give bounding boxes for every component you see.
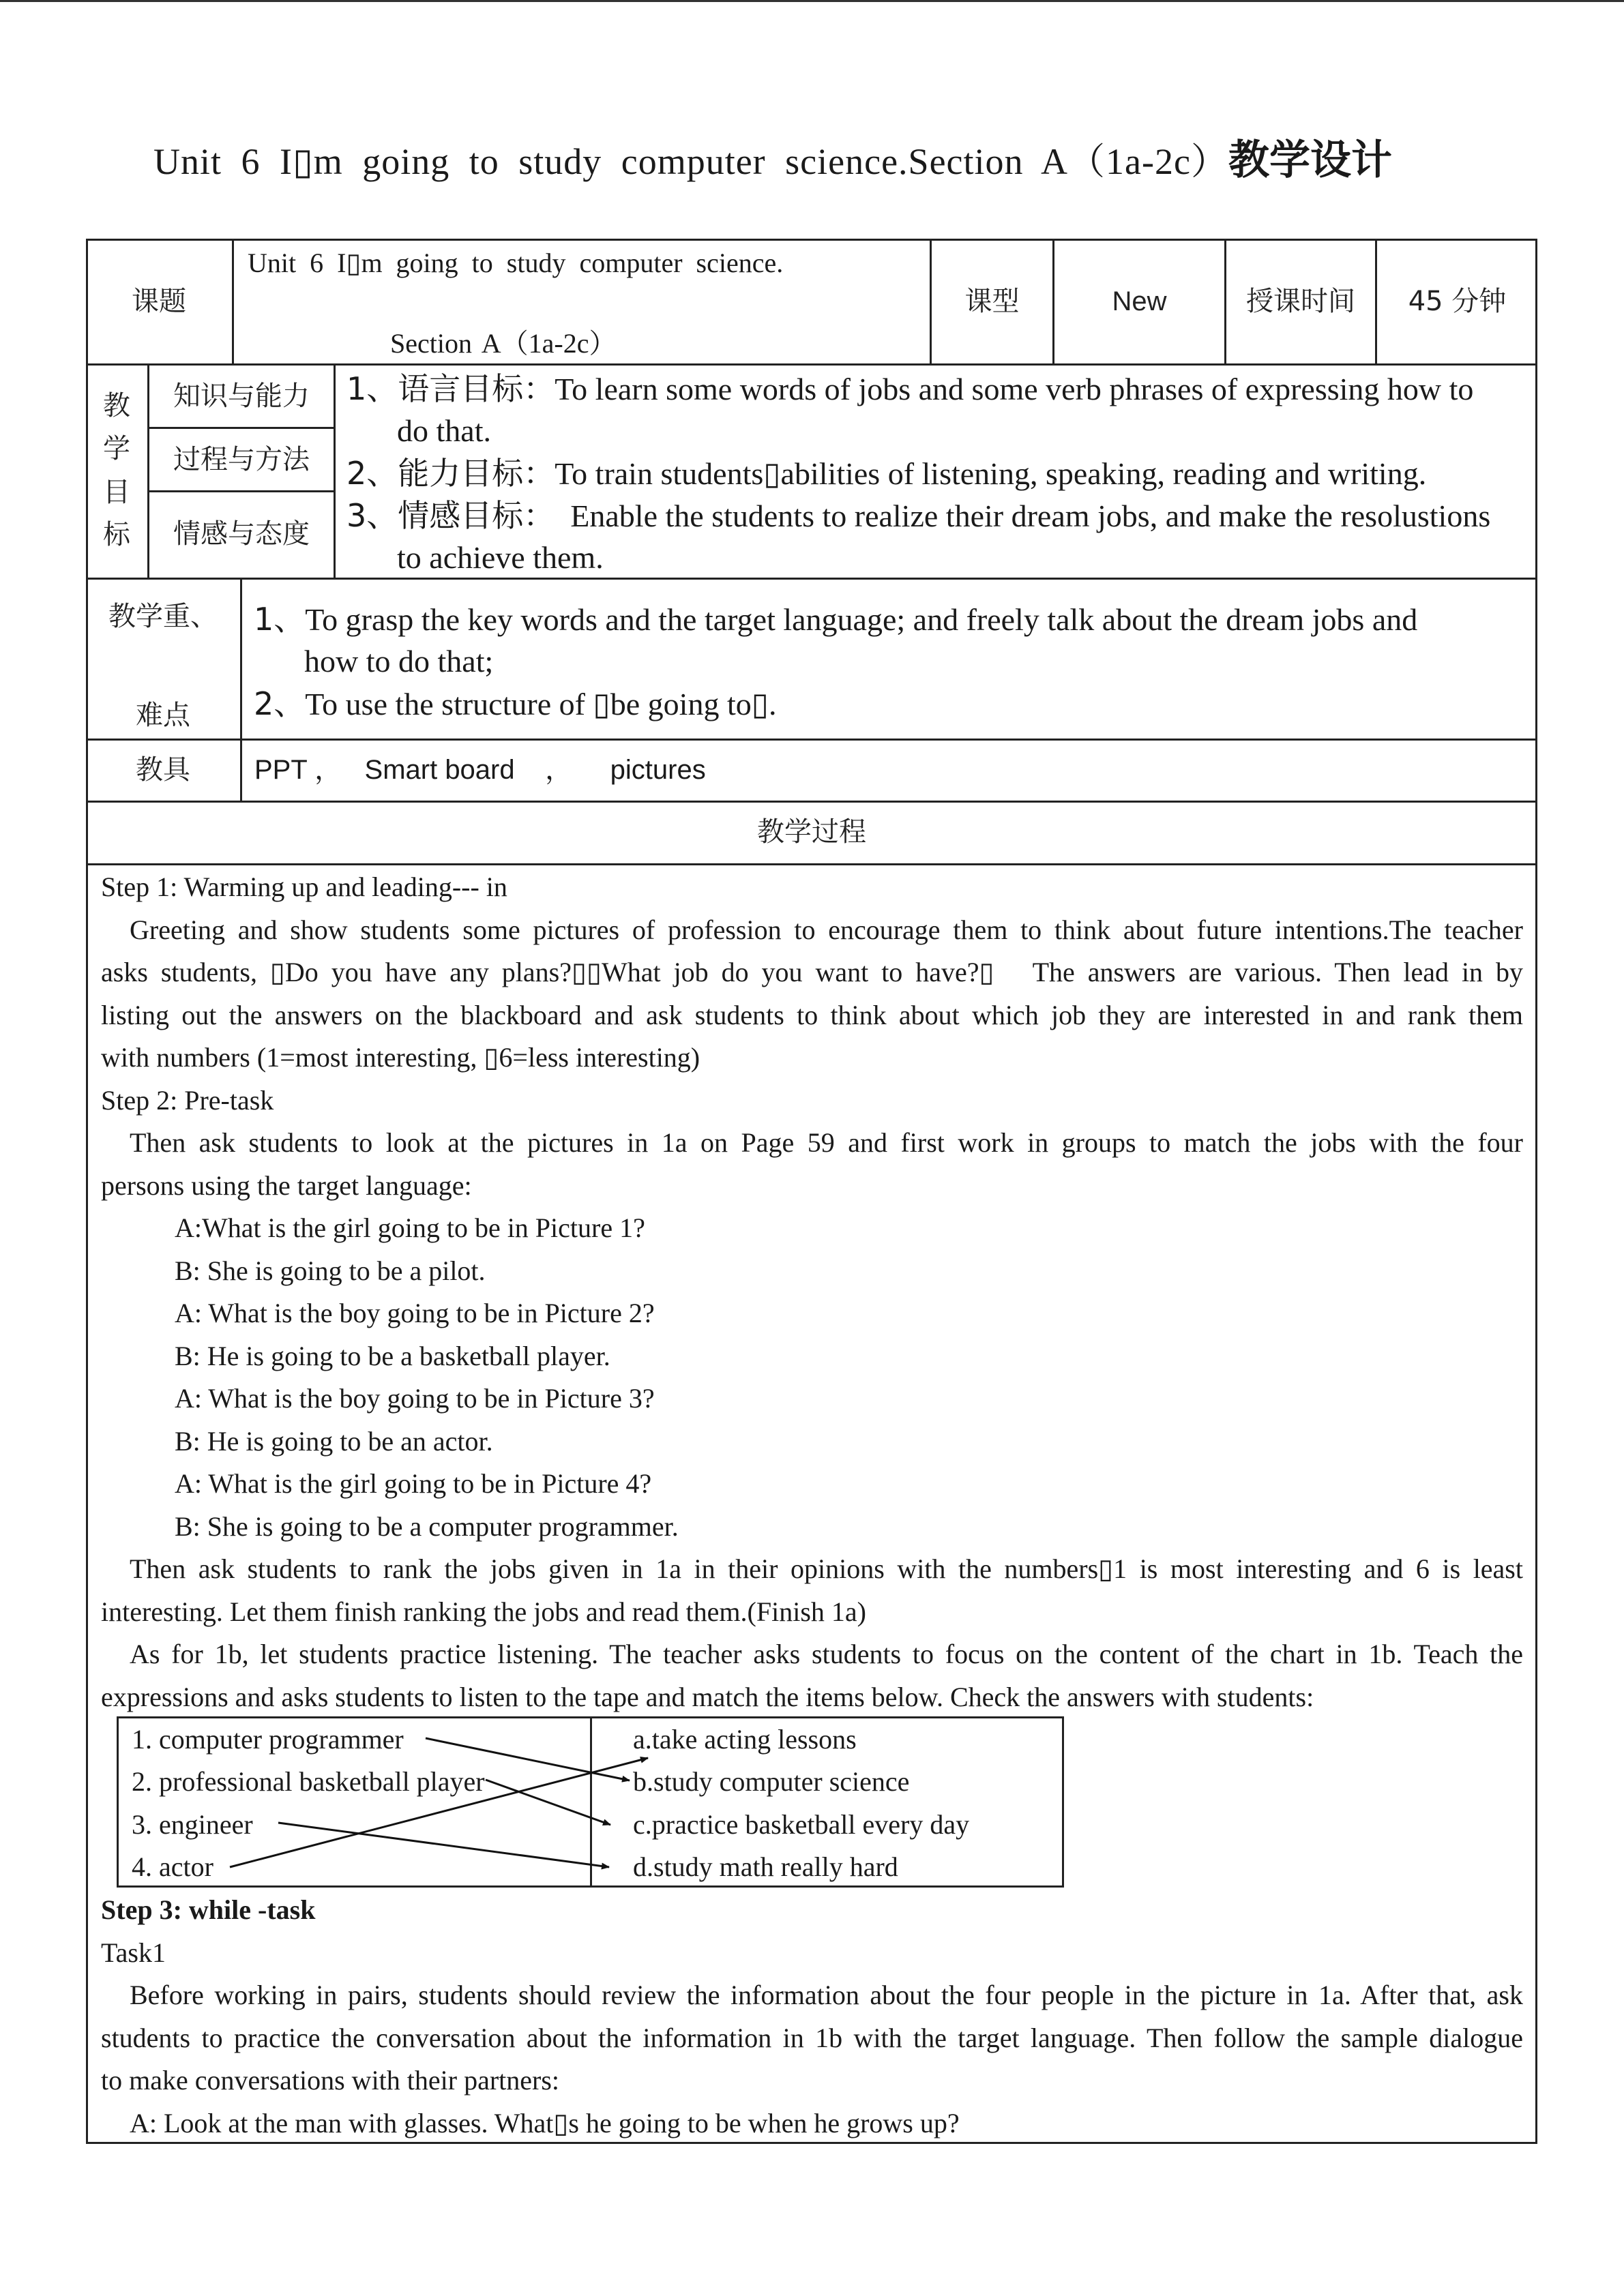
objective-text: To learn some words of jobs and some verb phrases of expressing how to: [555, 372, 1474, 406]
key-points-label-top: 教学重、: [108, 601, 218, 632]
key-point-num: 1、: [254, 601, 306, 638]
match-left-item: 1. computer programmer: [132, 1724, 404, 1755]
process-heading: 教学过程: [757, 816, 866, 848]
type-value: New: [1112, 286, 1167, 316]
paragraph-line: Then ask students to look at the pictures in 1a on Page 59 and first work in groups to match the jobs with the four: [130, 1127, 1523, 1158]
paragraph-line: listing out the answers on the blackboard and ask students to think about which job they are interested in and rank them: [101, 999, 1523, 1030]
tools-label: 教具: [136, 754, 190, 786]
key-point-text: To grasp the key words and the target language; and freely talk about the dream jobs and: [305, 602, 1418, 637]
match-right-item: c.practice basketball every day: [633, 1809, 970, 1840]
key-point-text: To use the structure of ▯be going to▯.: [305, 687, 777, 721]
key-point-1-cont: how to do that;: [304, 644, 494, 679]
dialogue-line: A: What is the boy going to be in Picture 3?: [175, 1383, 655, 1414]
objective-num: 1、语言目标：: [346, 370, 555, 407]
match-left-item: 3. engineer: [132, 1809, 253, 1840]
dialogue-line: B: He is going to be an actor.: [175, 1425, 493, 1457]
process-body-step3: [101, 1889, 1523, 2145]
key-points-label-bottom: 难点: [136, 700, 190, 731]
match-arrow-3-d: [278, 1823, 609, 1867]
paragraph-line: Greeting and show students some pictures of profession to encourage them to think about future intentions.The teacher: [130, 914, 1523, 945]
match-arrow-4-a: [230, 1758, 648, 1867]
objectives-side-char: 目: [103, 477, 130, 508]
paragraph-line: expressions and asks students to listen to the tape and match the items below. Check the answers with students:: [101, 1681, 1314, 1712]
paragraph-line: to make conversations with their partners:: [101, 2065, 560, 2096]
dialogue-line: B: She is going to be a computer programmer.: [175, 1510, 679, 1542]
topic-line1: Unit 6 I▯m going to study computer science.: [248, 248, 784, 278]
step2-title: Step 2: Pre-task: [101, 1084, 274, 1116]
match-right-item: a.take acting lessons: [633, 1724, 857, 1755]
match-right-item: d.study math really hard: [633, 1851, 898, 1882]
paragraph-line: Then ask students to rank the jobs given in 1a in their opinions with the numbers▯1 is most interesting and 6 is least: [130, 1553, 1523, 1584]
objectives-side-char: 教: [103, 390, 130, 421]
tools-value: PPT ， Smart board ， pictures: [254, 755, 706, 785]
dialogue-line: A: What is the boy going to be in Picture 2?: [175, 1298, 655, 1328]
match-arrow-1-b: [426, 1738, 630, 1780]
dialogue-line: B: She is going to be a pilot.: [175, 1255, 486, 1286]
paragraph-line: students to practice the conversation about the information in 1b with the target language. Then follow the sample dialogue: [101, 2022, 1523, 2053]
topic-label: 课题: [132, 286, 186, 317]
match-right-item: b.study computer science: [633, 1766, 910, 1797]
paragraph-line: Before working in pairs, students should review the information about the four people in the picture in 1a. After that, ask: [130, 1980, 1523, 2010]
type-label: 课型: [964, 286, 1020, 317]
dialogue-line: A: Look at the man with glasses. What▯s he going to be when he grows up?: [130, 2107, 960, 2138]
time-value: 45 分钟: [1408, 286, 1507, 317]
objective-num: 2、能力目标：: [346, 455, 555, 492]
title-main: Unit 6 I▯m going to study computer science.Section A（1a-2c）: [153, 141, 1228, 182]
task1-label: Task1: [101, 1937, 166, 1968]
objectives-side-char: 学: [103, 433, 130, 464]
topic-line2: Section A（1a-2c）: [390, 328, 617, 359]
objective-category: 过程与方法: [173, 444, 310, 475]
objective-text: To train students▯abilities of listening, speaking, reading and writing.: [555, 456, 1427, 491]
paragraph-line: As for 1b, let students practice listening. The teacher asks students to focus on the content of the chart in 1b. Teach the: [130, 1639, 1523, 1669]
dialogue-line: A:What is the girl going to be in Picture 1?: [175, 1212, 645, 1243]
objective-item-3-cont: to achieve them.: [397, 540, 604, 575]
paragraph-line: interesting. Let them finish ranking the jobs and read them.(Finish 1a): [101, 1596, 866, 1627]
step3-title: Step 3: while -task: [101, 1894, 316, 1925]
paragraph-line: persons using the target language:: [101, 1169, 472, 1201]
paragraph-line: with numbers (1=most interesting, ▯6=less interesting): [101, 1042, 700, 1073]
time-label: 授课时间: [1246, 286, 1355, 317]
step1-title: Step 1: Warming up and leading--- in: [101, 871, 507, 902]
objective-category: 情感与态度: [173, 518, 310, 550]
objective-text: Enable the students to realize their dream jobs, and make the resolustions: [555, 498, 1491, 533]
key-point-num: 2、: [254, 685, 306, 722]
paragraph-line: asks students, ▯Do you have any plans?▯▯What job do you want to have?▯ The answers are various. Then lead in by: [101, 957, 1523, 987]
match-left-item: 4. actor: [132, 1851, 213, 1882]
objectives-side-char: 标: [103, 519, 130, 550]
objective-category: 知识与能力: [173, 381, 310, 412]
match-arrow-2-c: [486, 1780, 610, 1825]
objective-num: 3、情感目标：: [346, 497, 555, 534]
dialogue-line: B: He is going to be a basketball player.: [175, 1340, 610, 1371]
objective-item-1-cont: do that.: [397, 413, 491, 448]
match-left-item: 2. professional basketball player: [132, 1766, 485, 1797]
title-suffix: 教学设计: [1228, 136, 1392, 184]
dialogue-line: A: What is the girl going to be in Picture 4?: [175, 1468, 652, 1499]
